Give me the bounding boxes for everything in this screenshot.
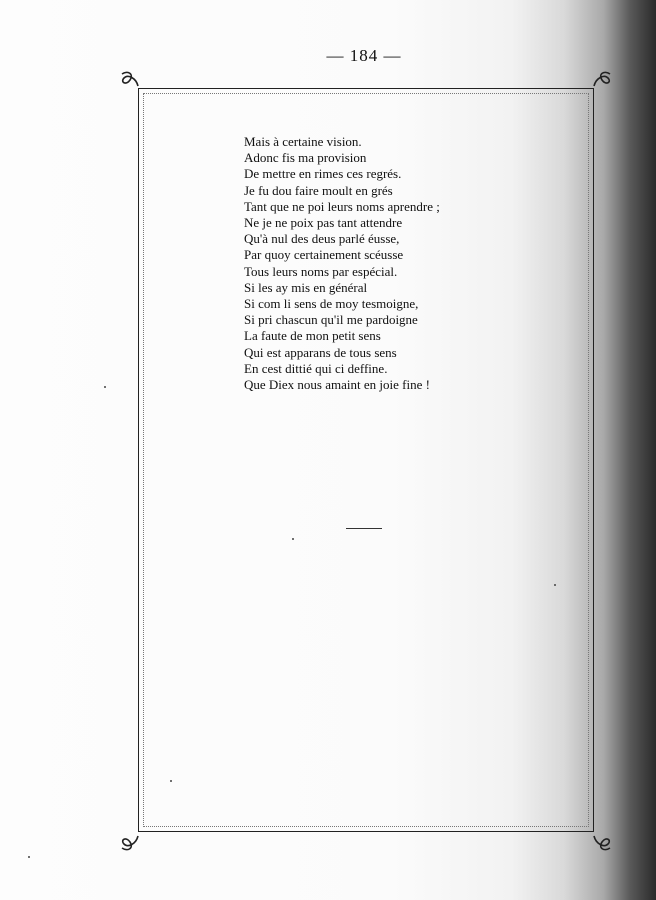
poem-line: Si les ay mis en général: [244, 279, 368, 295]
poem-line: Mais à certaine vision.: [244, 134, 362, 149]
corner-ornament-bottom-left-icon: [118, 830, 142, 854]
corner-ornament-bottom-right-icon: [590, 830, 614, 854]
poem-line: Que Diex nous amaint en joie fine !: [244, 377, 430, 393]
poem-line: Tous leurs noms par espécial.: [244, 263, 398, 279]
print-speck: [170, 780, 172, 782]
poem-line: Par quoy certainement scéusse: [244, 247, 404, 263]
print-speck: [292, 538, 294, 540]
poem-line: Ne je ne poix pas tant attendre: [244, 215, 403, 231]
corner-ornament-top-right-icon: [590, 68, 614, 92]
page-number: — 184 —: [326, 46, 402, 65]
print-speck: [104, 386, 106, 388]
print-speck: [28, 856, 30, 858]
corner-ornament-top-left-icon: [118, 68, 142, 92]
poem-line: De mettre en rimes ces regrés.: [244, 166, 402, 182]
poem-line: Je fu dou faire moult en grés: [244, 182, 393, 198]
poem-line: Adonc fis ma provision: [244, 150, 367, 166]
poem-line: Si pri chascun qu'il me pardoigne: [244, 312, 418, 328]
poem-line: Si com li sens de moy tesmoigne,: [244, 296, 419, 312]
print-speck: [554, 584, 556, 586]
poem-line: La faute de mon petit sens: [244, 328, 381, 344]
poem-text: [244, 134, 544, 393]
poem-line: Tant que ne poi leurs noms aprendre ;: [244, 198, 440, 214]
poem-line: Qui est apparans de tous sens: [244, 344, 397, 360]
section-end-rule: [346, 528, 382, 529]
poem-line: Qu'à nul des deus parlé éusse,: [244, 231, 400, 247]
poem-line: En cest dittié qui ci deffine.: [244, 360, 388, 376]
